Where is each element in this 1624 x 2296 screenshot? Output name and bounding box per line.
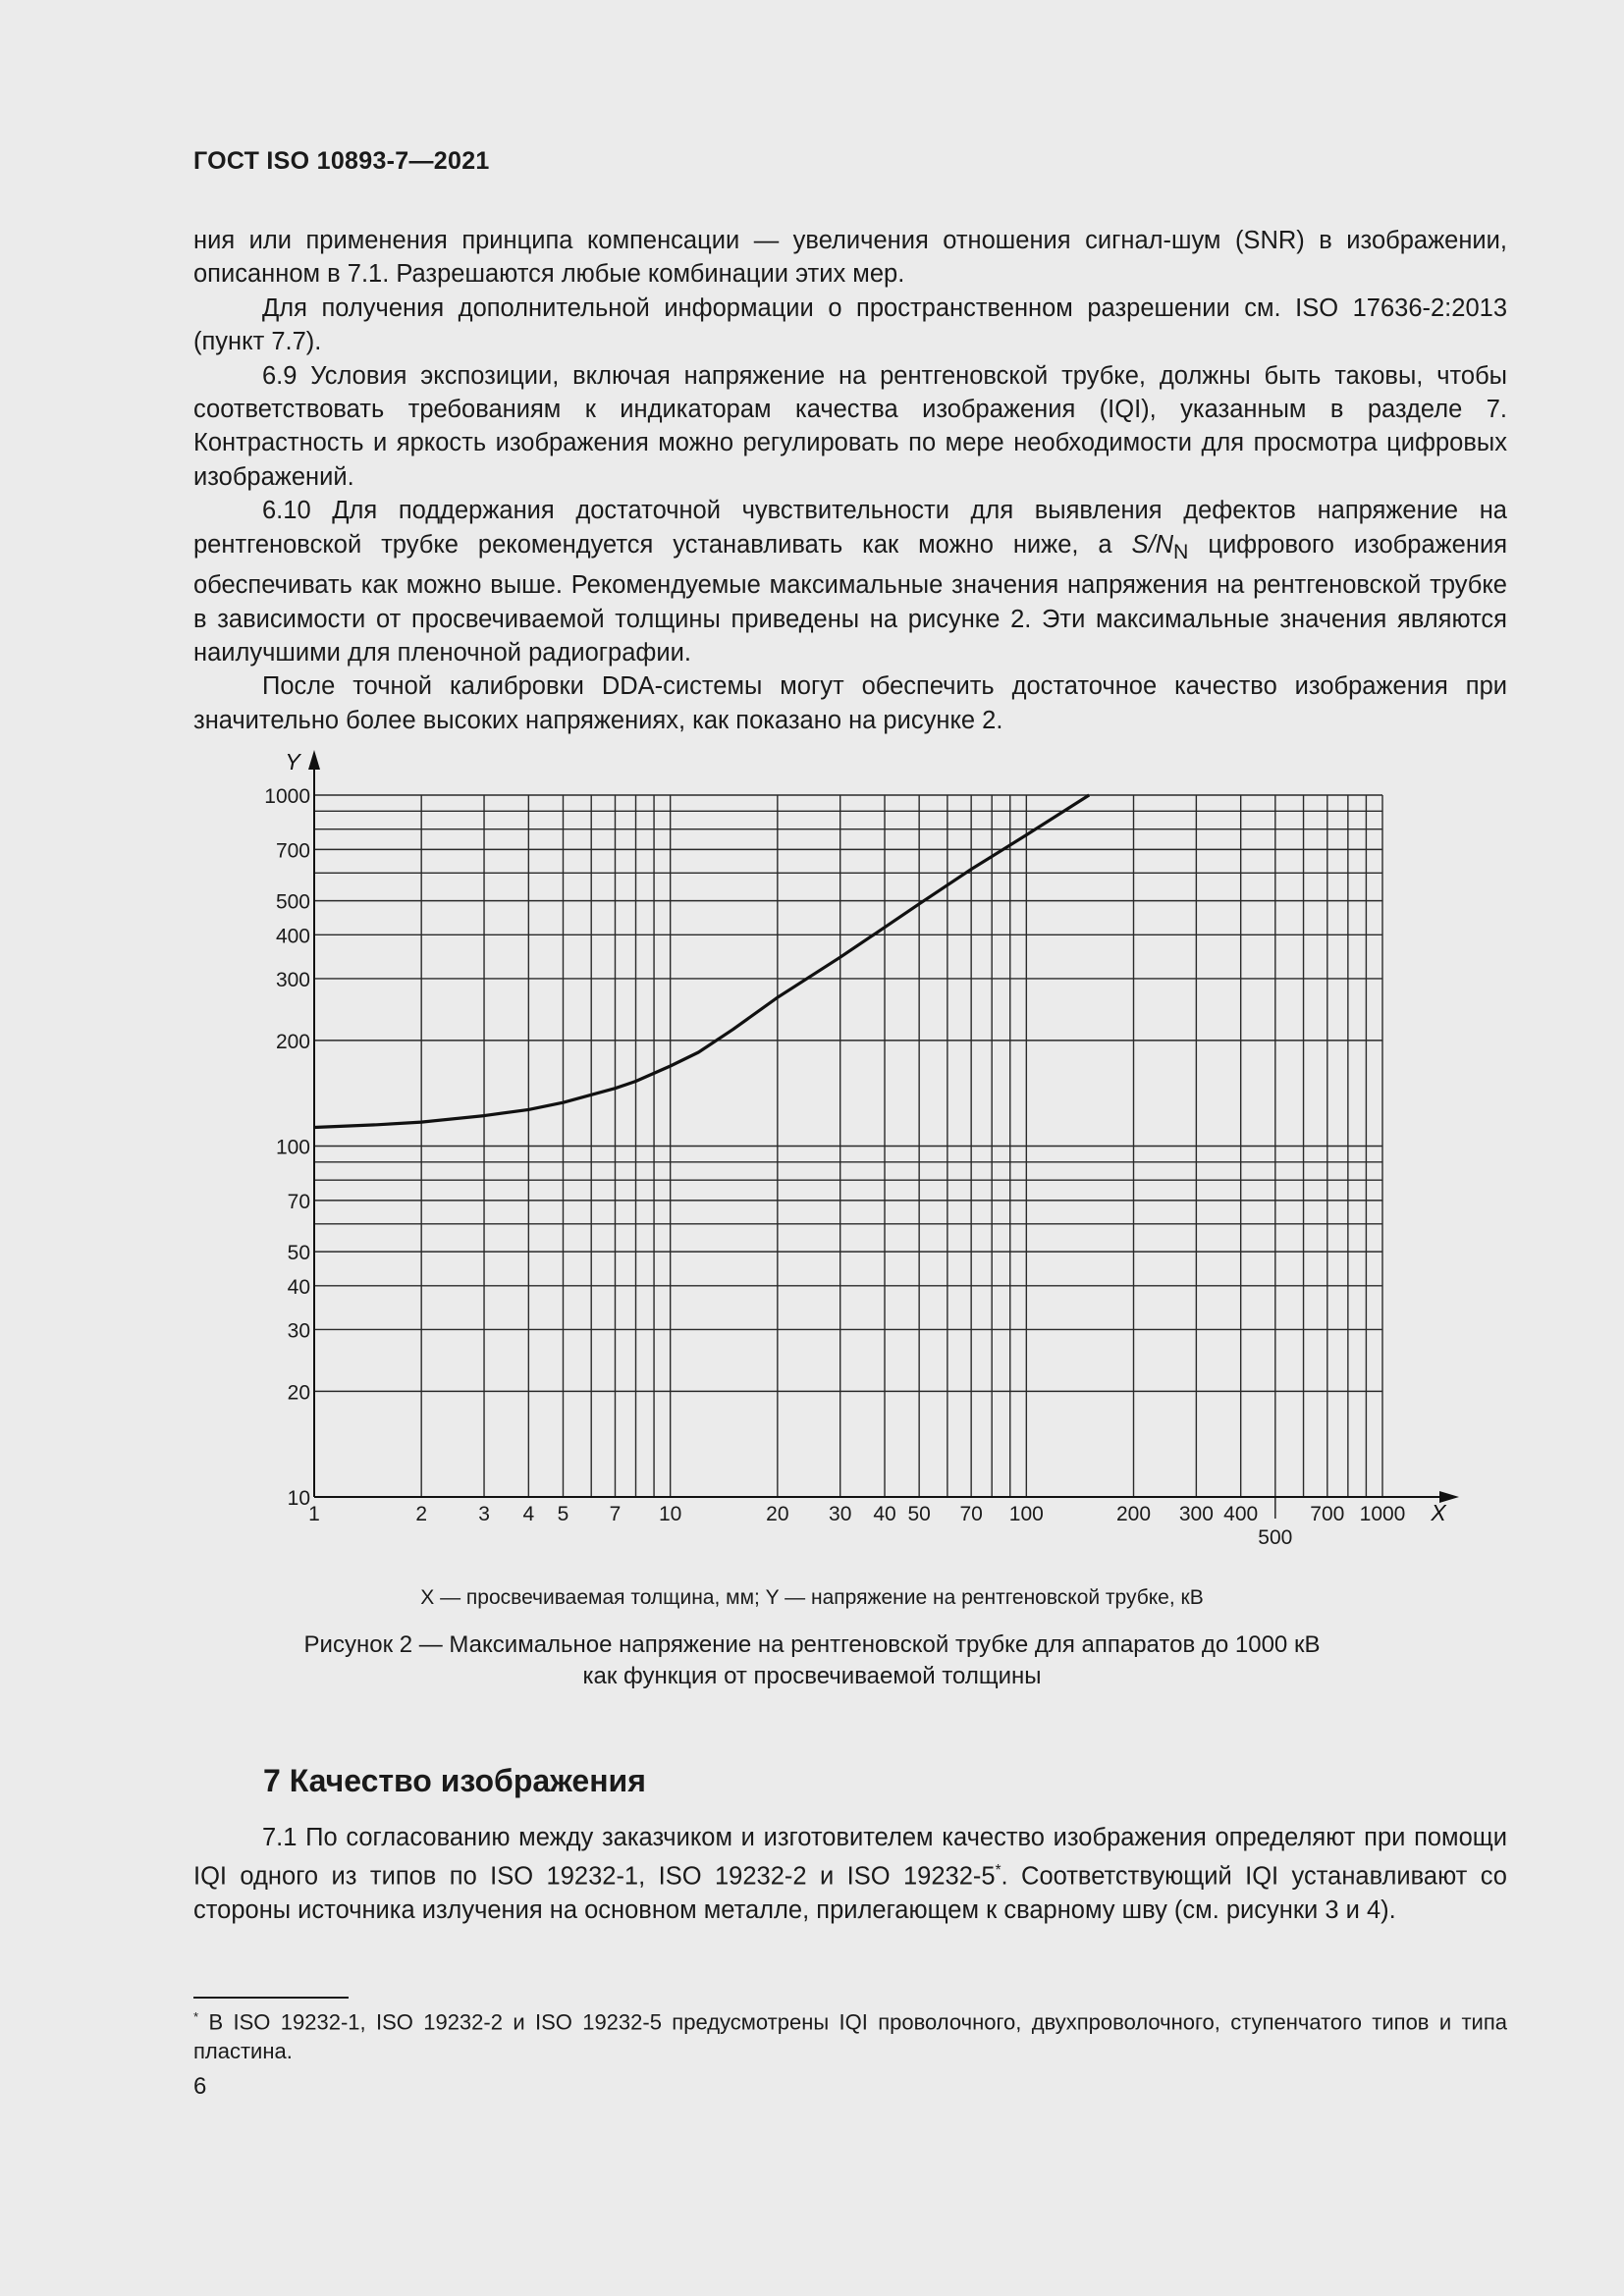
y-tick-label: 1000 <box>264 785 310 808</box>
footnote-text: В ISO 19232-1, ISO 19232-2 и ISO 19232-5 предусмотрены IQI проволочного, двухпроволочного, ступенчатого типов и типа пластина. <box>193 2009 1507 2064</box>
voltage-thickness-chart <box>0 741 1624 1566</box>
page-header: ГОСТ ISO 10893-7—2021 <box>193 147 490 175</box>
chart-axes <box>285 749 1459 1525</box>
y-tick-label: 20 <box>287 1381 310 1405</box>
paragraph-continuation: ния или применения принципа компенсации — увеличения отношения сигнал-шум (SNR) в изображении, описанном в 7.1. Разрешаются любые комбинации этих мер. <box>193 227 1507 289</box>
y-tick-label: 500 <box>275 890 310 914</box>
x-tick-label: 1000 <box>1359 1503 1406 1525</box>
x-tick-label: 500 <box>1258 1526 1293 1549</box>
y-tick-label: 70 <box>287 1190 310 1213</box>
footnote-separator <box>193 1997 349 1999</box>
y-tick-label: 400 <box>275 925 310 948</box>
y-tick-label: 300 <box>275 968 310 991</box>
x-tick-label: 5 <box>557 1503 569 1525</box>
x-tick-label: 4 <box>522 1503 535 1525</box>
figure-legend: X — просвечиваемая толщина, мм; Y — напряжение на рентгеновской трубке, кВ <box>420 1586 1204 1609</box>
paragraph-6-9: 6.9 Условия экспозиции, включая напряжение на рентгеновской трубке, должны быть таковы, чтобы соответствовать требованиям к индикаторам качества изображения (IQI), указанным в разделе 7. Контрастность и яркость изображения можно регулировать по мере необходимости для просмотра цифровых изображений. <box>193 361 1507 491</box>
x-axis-label: X <box>1431 1500 1446 1525</box>
x-tick-label: 7 <box>609 1503 622 1525</box>
paragraph-6-10-part2: цифрового изображения обеспечивать как можно выше. Рекомендуемые максимальные значения напряжения на рентгеновской трубке в зависимости от просвечиваемой толщины приведены на рисунке 2. Эти максимальные значения являются наилучшими для пленочной радиографии. <box>193 530 1508 667</box>
snr-symbol: S/N <box>1131 530 1174 559</box>
chart-series <box>314 795 1089 1128</box>
paragraph-additional-info: Для получения дополнительной информации о пространственном разрешении см. ISO 17636-2:2013 (пункт 7.7). <box>193 294 1507 356</box>
y-tick-label: 100 <box>275 1136 310 1159</box>
x-tick-label: 30 <box>829 1503 852 1525</box>
x-tick-label: 20 <box>766 1503 789 1525</box>
figure-caption-line1: Рисунок 2 — Максимальное напряжение на рентгеновской трубке для аппаратов до 1000 кВ <box>303 1631 1321 1658</box>
x-tick-label: 300 <box>1178 1503 1214 1525</box>
series-line <box>314 795 1089 1128</box>
y-tick-label: 30 <box>287 1319 310 1343</box>
section-heading: 7 Качество изображения <box>263 1763 646 1798</box>
x-tick-label: 3 <box>478 1503 490 1525</box>
paragraph-7-1-part1: 7.1 По согласованию между заказчиком и изготовителем качество изображения определяют при помощи IQI одного из типов по ISO 19232-1, ISO 19232-2 и ISO 19232-5 <box>193 1824 1507 1891</box>
x-tick-label: 2 <box>415 1503 428 1525</box>
y-axis-arrow <box>308 750 320 770</box>
body-text-section-7 <box>193 1821 1507 1928</box>
y-axis-label: Y <box>285 749 300 774</box>
x-tick-label: 1 <box>308 1503 320 1525</box>
y-tick-label: 200 <box>275 1030 310 1053</box>
y-tick-label: 10 <box>287 1487 310 1510</box>
footnote-marker-ref: * <box>193 2009 199 2024</box>
x-tick-label: 40 <box>873 1503 896 1525</box>
paragraph-6-10-part1: 6.10 Для поддержания достаточной чувствительности для выявления дефектов напряжение на рентгеновской трубке рекомендуется устанавливать как можно ниже, а <box>193 497 1507 559</box>
x-tick-label: 70 <box>959 1503 983 1525</box>
body-text-before-figure <box>193 224 1507 737</box>
paragraph-6-10 <box>193 494 1507 669</box>
x-tick-label: 10 <box>658 1503 682 1525</box>
x-tick-label: 200 <box>1115 1503 1152 1525</box>
snr-subscript: N <box>1173 539 1189 563</box>
y-tick-label: 50 <box>287 1242 310 1265</box>
y-tick-label: 700 <box>275 839 310 863</box>
x-tick-label: 700 <box>1310 1503 1345 1525</box>
paragraph-dda: После точной калибровки DDA-системы могут обеспечить достаточное качество изображения при значительно более высоких напряжениях, как показано на рисунке 2. <box>193 672 1507 734</box>
footnote-marker: * <box>995 1862 1001 1880</box>
x-tick-label: 50 <box>907 1503 931 1525</box>
page-number: 6 <box>193 2073 207 2100</box>
footnote <box>193 2002 1507 2066</box>
figure-caption-line2: как функция от просвечиваемой толщины <box>582 1663 1042 1689</box>
x-tick-label: 400 <box>1223 1503 1259 1525</box>
paragraph-7-1 <box>193 1821 1507 1928</box>
chart-grid <box>314 795 1382 1497</box>
x-tick-label: 100 <box>1008 1503 1044 1525</box>
chart-tick-labels <box>264 785 1405 1549</box>
paragraph-7-1-part2: . Соответствующий IQI устанавливают со стороны источника излучения на основном металле, прилегающем к сварному шву (см. рисунки 3 и 4). <box>193 1862 1507 1925</box>
y-tick-label: 40 <box>287 1275 310 1299</box>
figure-caption <box>0 1629 1624 1692</box>
